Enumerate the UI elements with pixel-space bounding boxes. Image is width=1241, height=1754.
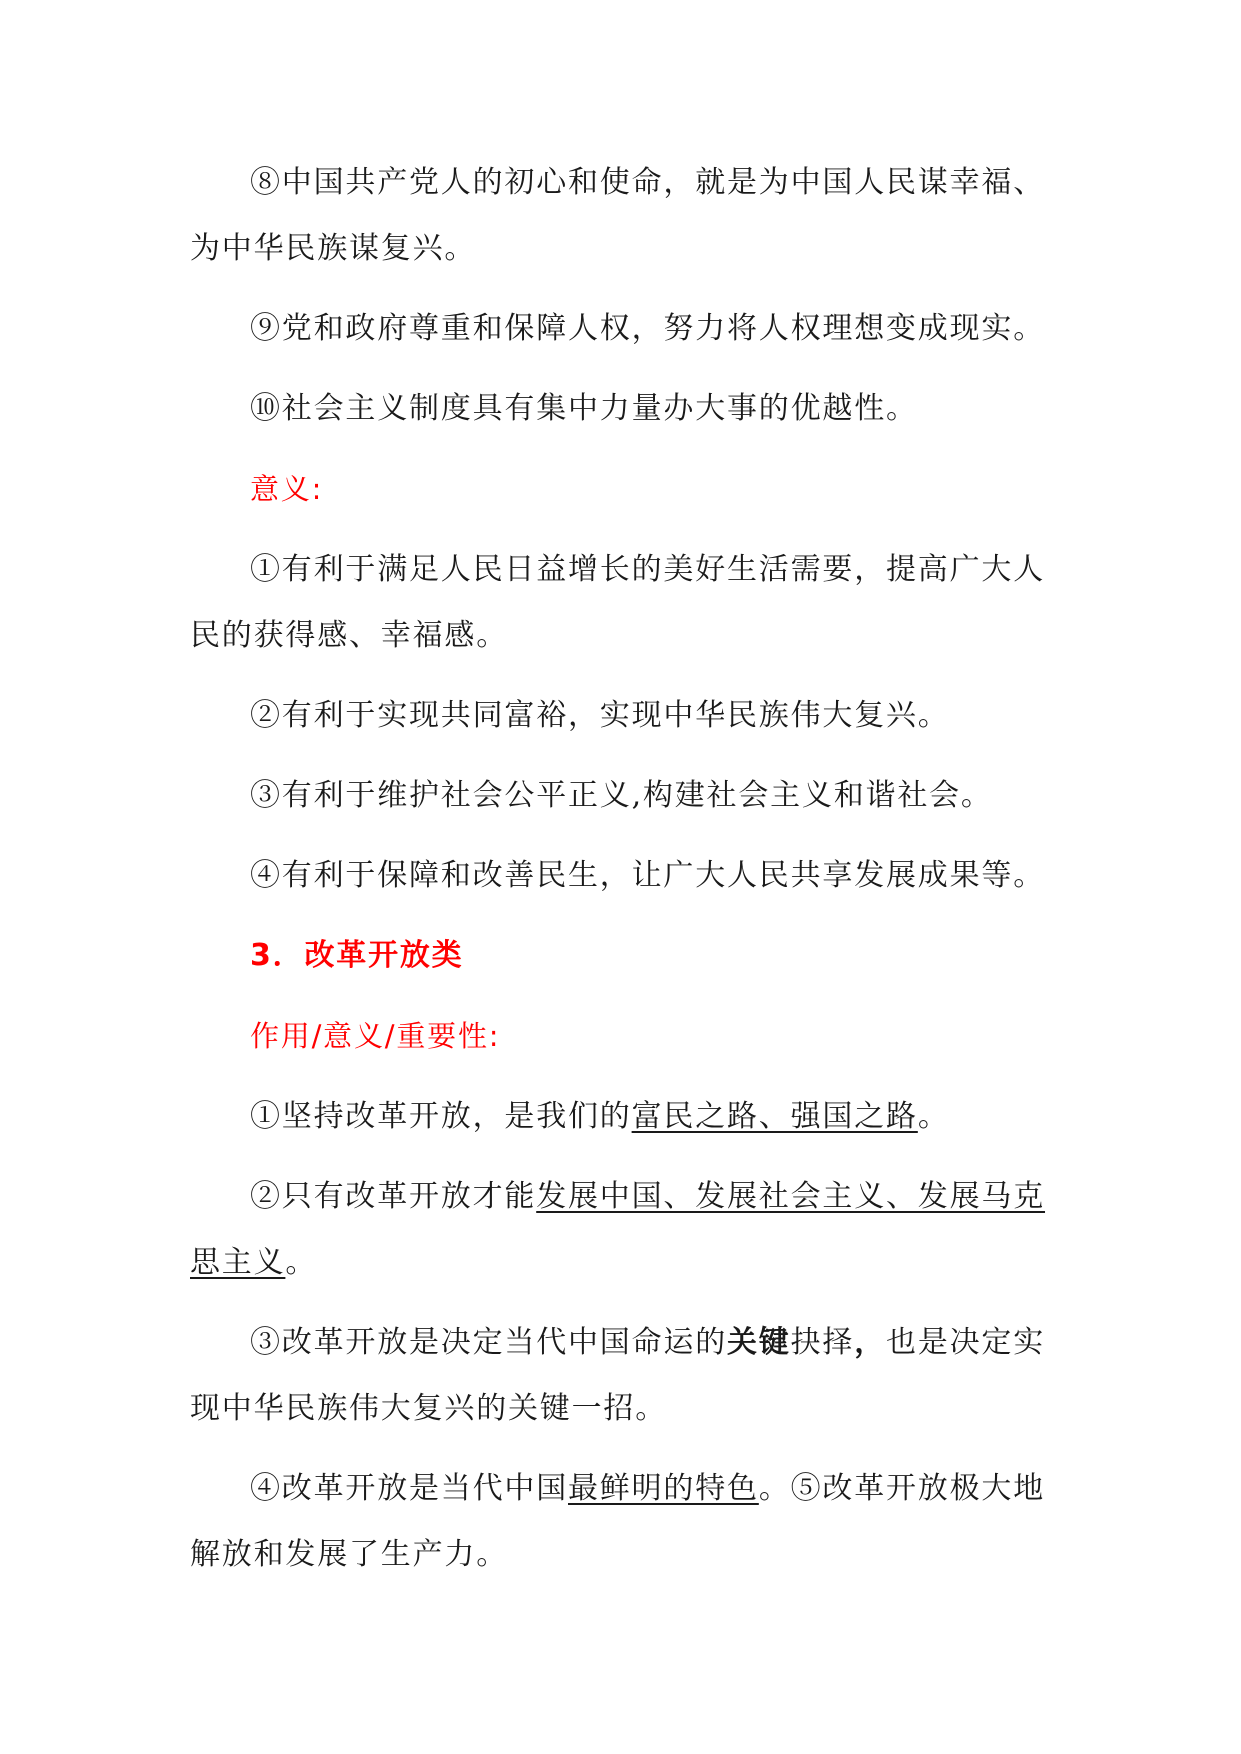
reform-3-bold: 关键 xyxy=(727,1325,791,1360)
significance-label-row xyxy=(190,456,1060,523)
point-10: ⑩社会主义制度具有集中力量办大事的优越性。 xyxy=(250,391,918,426)
reform-3-mid: 抉择 xyxy=(790,1325,855,1360)
significance-2: ②有利于实现共同富裕，实现中华民族伟大复兴。 xyxy=(250,698,950,733)
point-8: ⑧中国共产党人的初心和使命，就是为中国人民谋幸福、为中华民族谋复兴。 xyxy=(190,165,1045,266)
point-9: ⑨党和政府尊重和保障人权，努力将人权理想变成现实。 xyxy=(250,311,1045,346)
significance-4: ④有利于保障和改善民生，让广大人民共享发展成果等。 xyxy=(250,858,1045,893)
reform-3-end: 也是决定实现中华民族伟大复兴的关键一招。 xyxy=(190,1325,1046,1426)
significance-3: ③有利于维护社会公平正义,构建社会主义和谐社会。 xyxy=(250,778,993,813)
role-label: 作用/意义/重要性: xyxy=(250,1019,501,1053)
reform-3-comma: ， xyxy=(854,1325,887,1360)
reform-2 xyxy=(190,1164,1060,1296)
reform-2-text: ②只有改革开放才能 xyxy=(250,1179,537,1214)
reform-4-underlined: 最鲜明的特色 xyxy=(568,1471,759,1506)
reform-1-text: ①坚持改革开放，是我们的 xyxy=(250,1099,632,1134)
reform-3 xyxy=(190,1310,1060,1442)
reform-1-underlined: 富民之路、强国之路 xyxy=(631,1099,918,1134)
reform-2-underlined: 发展中国、发展社会主义、发展马克思主义 xyxy=(190,1179,1046,1280)
reform-3-text: ③改革开放是决定当代中国命运的 xyxy=(250,1325,727,1360)
document-body xyxy=(190,150,1060,1602)
significance-1: ①有利于满足人民日益增长的美好生活需要，提高广大人民的获得感、幸福感。 xyxy=(190,552,1045,653)
significance-label: 意义: xyxy=(250,472,324,506)
reform-4-text: ④改革开放是当代中国 xyxy=(250,1471,568,1506)
reform-1-end: 。 xyxy=(917,1099,950,1134)
reform-2-end: 。 xyxy=(285,1245,318,1280)
section-3-heading-row xyxy=(190,923,1060,989)
reform-1 xyxy=(190,1084,1060,1150)
reform-4-end: 。⑤改革开放极大地解放和发展了生产力。 xyxy=(190,1471,1046,1572)
role-label-row xyxy=(190,1003,1060,1070)
reform-4 xyxy=(190,1456,1060,1588)
section-3-heading: 3．改革开放类 xyxy=(250,938,464,973)
